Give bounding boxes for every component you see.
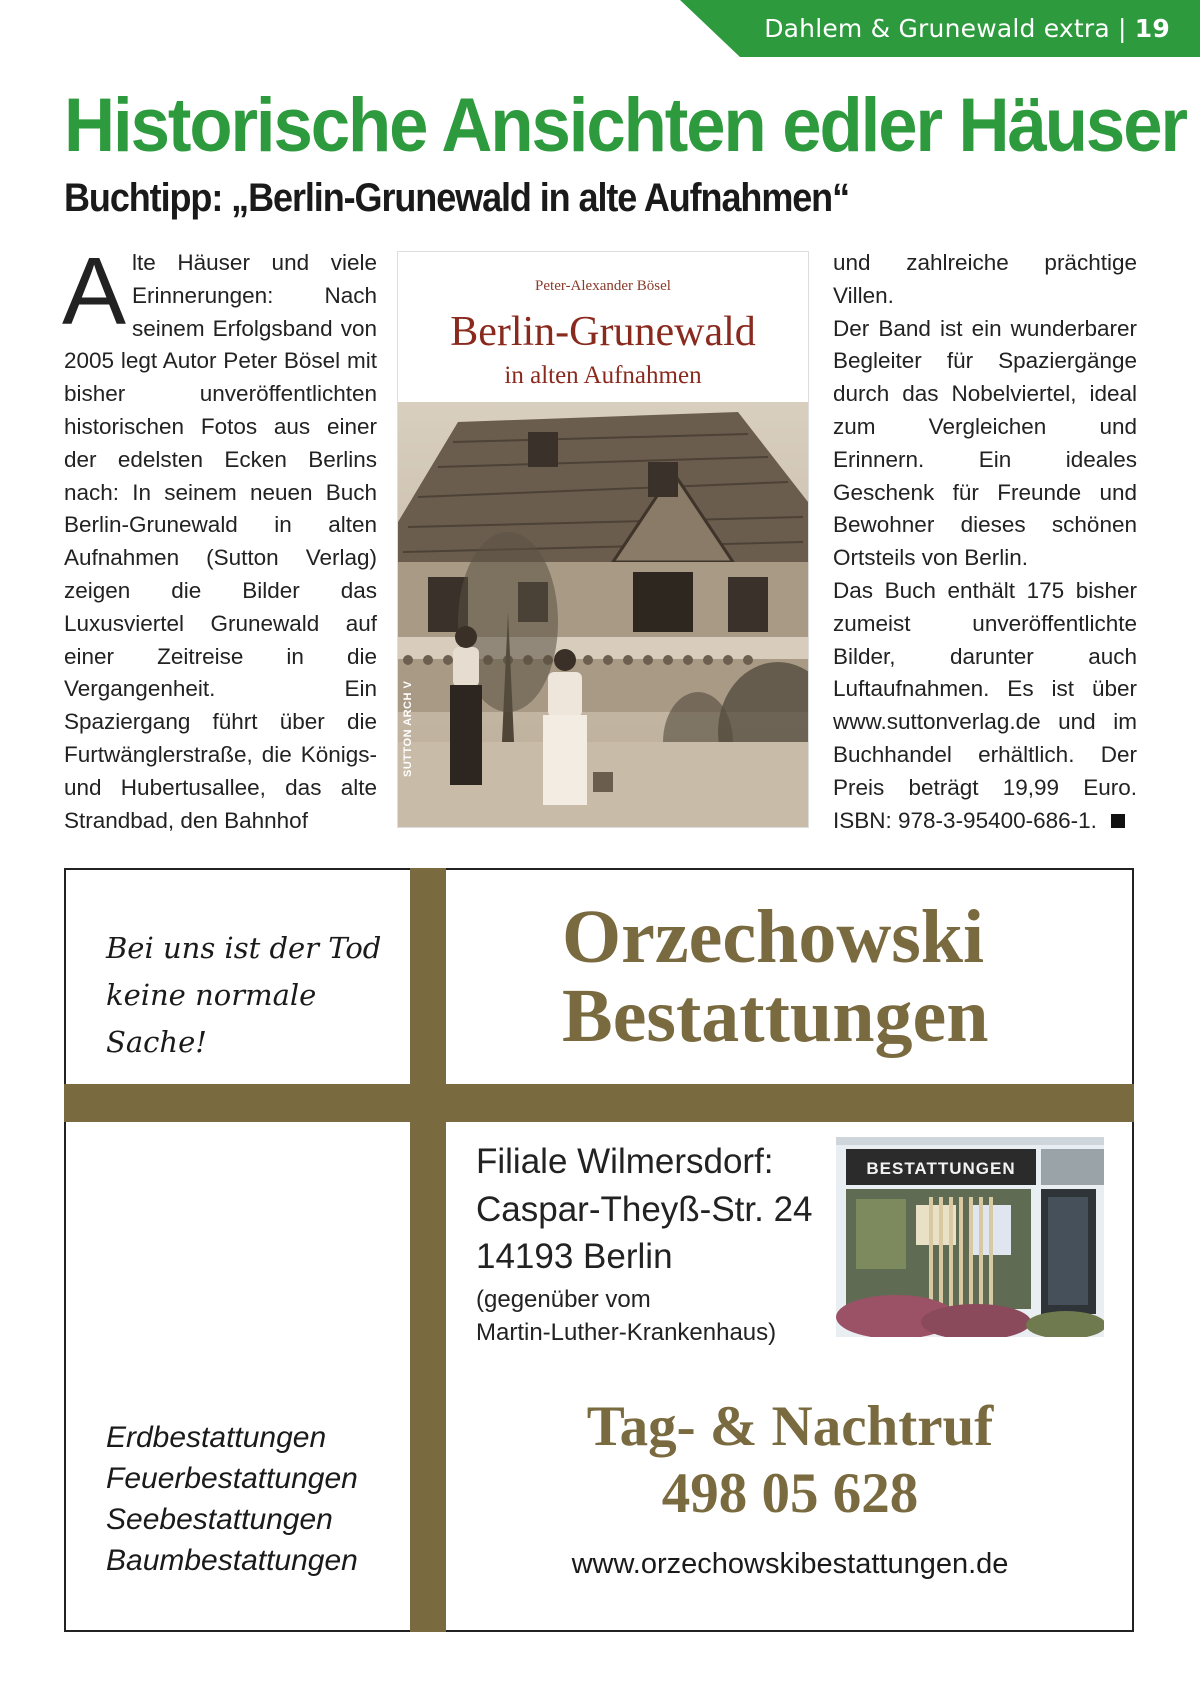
header-separator: | <box>1118 14 1127 43</box>
ad-location-note <box>476 1283 836 1349</box>
article-right-paragraph <box>833 575 1137 837</box>
ad-slogan-line: Bei uns ist der Tod <box>106 931 382 965</box>
book-cover-subtitle: in alten Aufnahmen <box>504 362 702 389</box>
end-mark-icon <box>1111 814 1125 828</box>
article-right-paragraph: und zahlreiche prächtige Villen. <box>833 250 1137 308</box>
ad-city: 14193 Berlin <box>476 1237 673 1276</box>
ad-services-list <box>106 1417 358 1581</box>
article-right-paragraph: Der Band ist ein wunderbarer Begleiter für Spaziergänge durch das Nobelviertel, ideal zum Vergleichen und Erinnern. Ein ideales Geschenk für Freunde und Bewohner dieses schönen Ortsteils von Berlin. <box>833 315 1137 571</box>
book-cover-title: Berlin-Grunewald <box>450 309 756 355</box>
ad-emergency-label: Tag- & Nachtruf <box>586 1395 994 1458</box>
book-cover <box>398 252 808 827</box>
article-column-right <box>833 247 1137 837</box>
shop-front-photo <box>836 1137 1104 1337</box>
ad-service-item: Baumbestattungen <box>106 1544 358 1577</box>
ad-street-address: Caspar-Theyß-Str. 24 <box>476 1190 813 1229</box>
ad-company-line: Bestattungen <box>562 974 989 1058</box>
article-title: Historische Ansichten edler Häuser <box>64 83 1186 168</box>
ad-emergency-call <box>446 1393 1134 1527</box>
ad-service-item: Erdbestattungen <box>106 1421 327 1454</box>
ad-website-link[interactable]: www.orzechowskibestattungen.de <box>571 1548 1009 1580</box>
ad-service-item: Seebestattungen <box>106 1503 333 1536</box>
page-number: 19 <box>1134 14 1170 43</box>
article-left-text: lte Häuser und viele Erinnerungen: Nach seinem Erfolgsband von 2005 legt Autor Peter Bösel mit bisher unveröffentlichten historischen Fotos aus einer der edelsten Ecken Berlins nach: In seinem neuen Buch Berlin-Grunewald in alten Aufnahmen (Sutton Verlag) zeigen die Bilder das Luxusviertel Grunewald auf einer Zeitreise in die Vergangenheit. Ein Spaziergang führt über die Furtwänglerstraße, die Königs- und Hubertusallee, das alte Strandbad, den Bahnhof <box>64 250 377 833</box>
cross-vertical-bar <box>410 868 446 1632</box>
header-section: Dahlem & Grunewald extra <box>764 14 1110 43</box>
book-cover-photo <box>398 402 808 827</box>
book-spine-label: SUTTON ARCH V <box>402 680 414 777</box>
ad-company-line: Orzechowski <box>562 895 985 979</box>
header-section-label <box>764 14 1170 43</box>
article-right-paragraph-text: Das Buch enthält 175 bisher zumeist unveröffentlichte Bilder, darunter auch Luftaufnahmen. Es ist über www.suttonverlag.de und im Buchhandel erhältlich. Der Preis beträgt 19,99 Euro. ISBN: 978-3-95400-686-1. <box>833 577 1137 833</box>
ad-slogan-line: keine normale Sache! <box>106 978 317 1059</box>
ad-branch-label: Filiale Wilmersdorf: <box>476 1142 774 1181</box>
ad-service-item: Feuerbestattungen <box>106 1462 358 1495</box>
ad-company-name <box>562 895 989 1058</box>
shop-sign-text: BESTATTUNGEN <box>866 1159 1016 1178</box>
ad-note-line: Martin-Luther-Krankenhaus) <box>476 1319 777 1346</box>
ad-note-line: (gegenüber vom <box>476 1286 651 1313</box>
dropcap: A <box>62 238 127 345</box>
ad-phone-number[interactable]: 498 05 628 <box>661 1462 919 1525</box>
ad-slogan <box>106 925 406 1066</box>
article-column-left <box>62 238 377 837</box>
cross-horizontal-bar <box>64 1084 1134 1122</box>
book-cover-author: Peter-Alexander Bösel <box>535 278 671 294</box>
article-subtitle: Buchtipp: „Berlin-Grunewald in alte Aufnahmen“ <box>64 176 850 220</box>
